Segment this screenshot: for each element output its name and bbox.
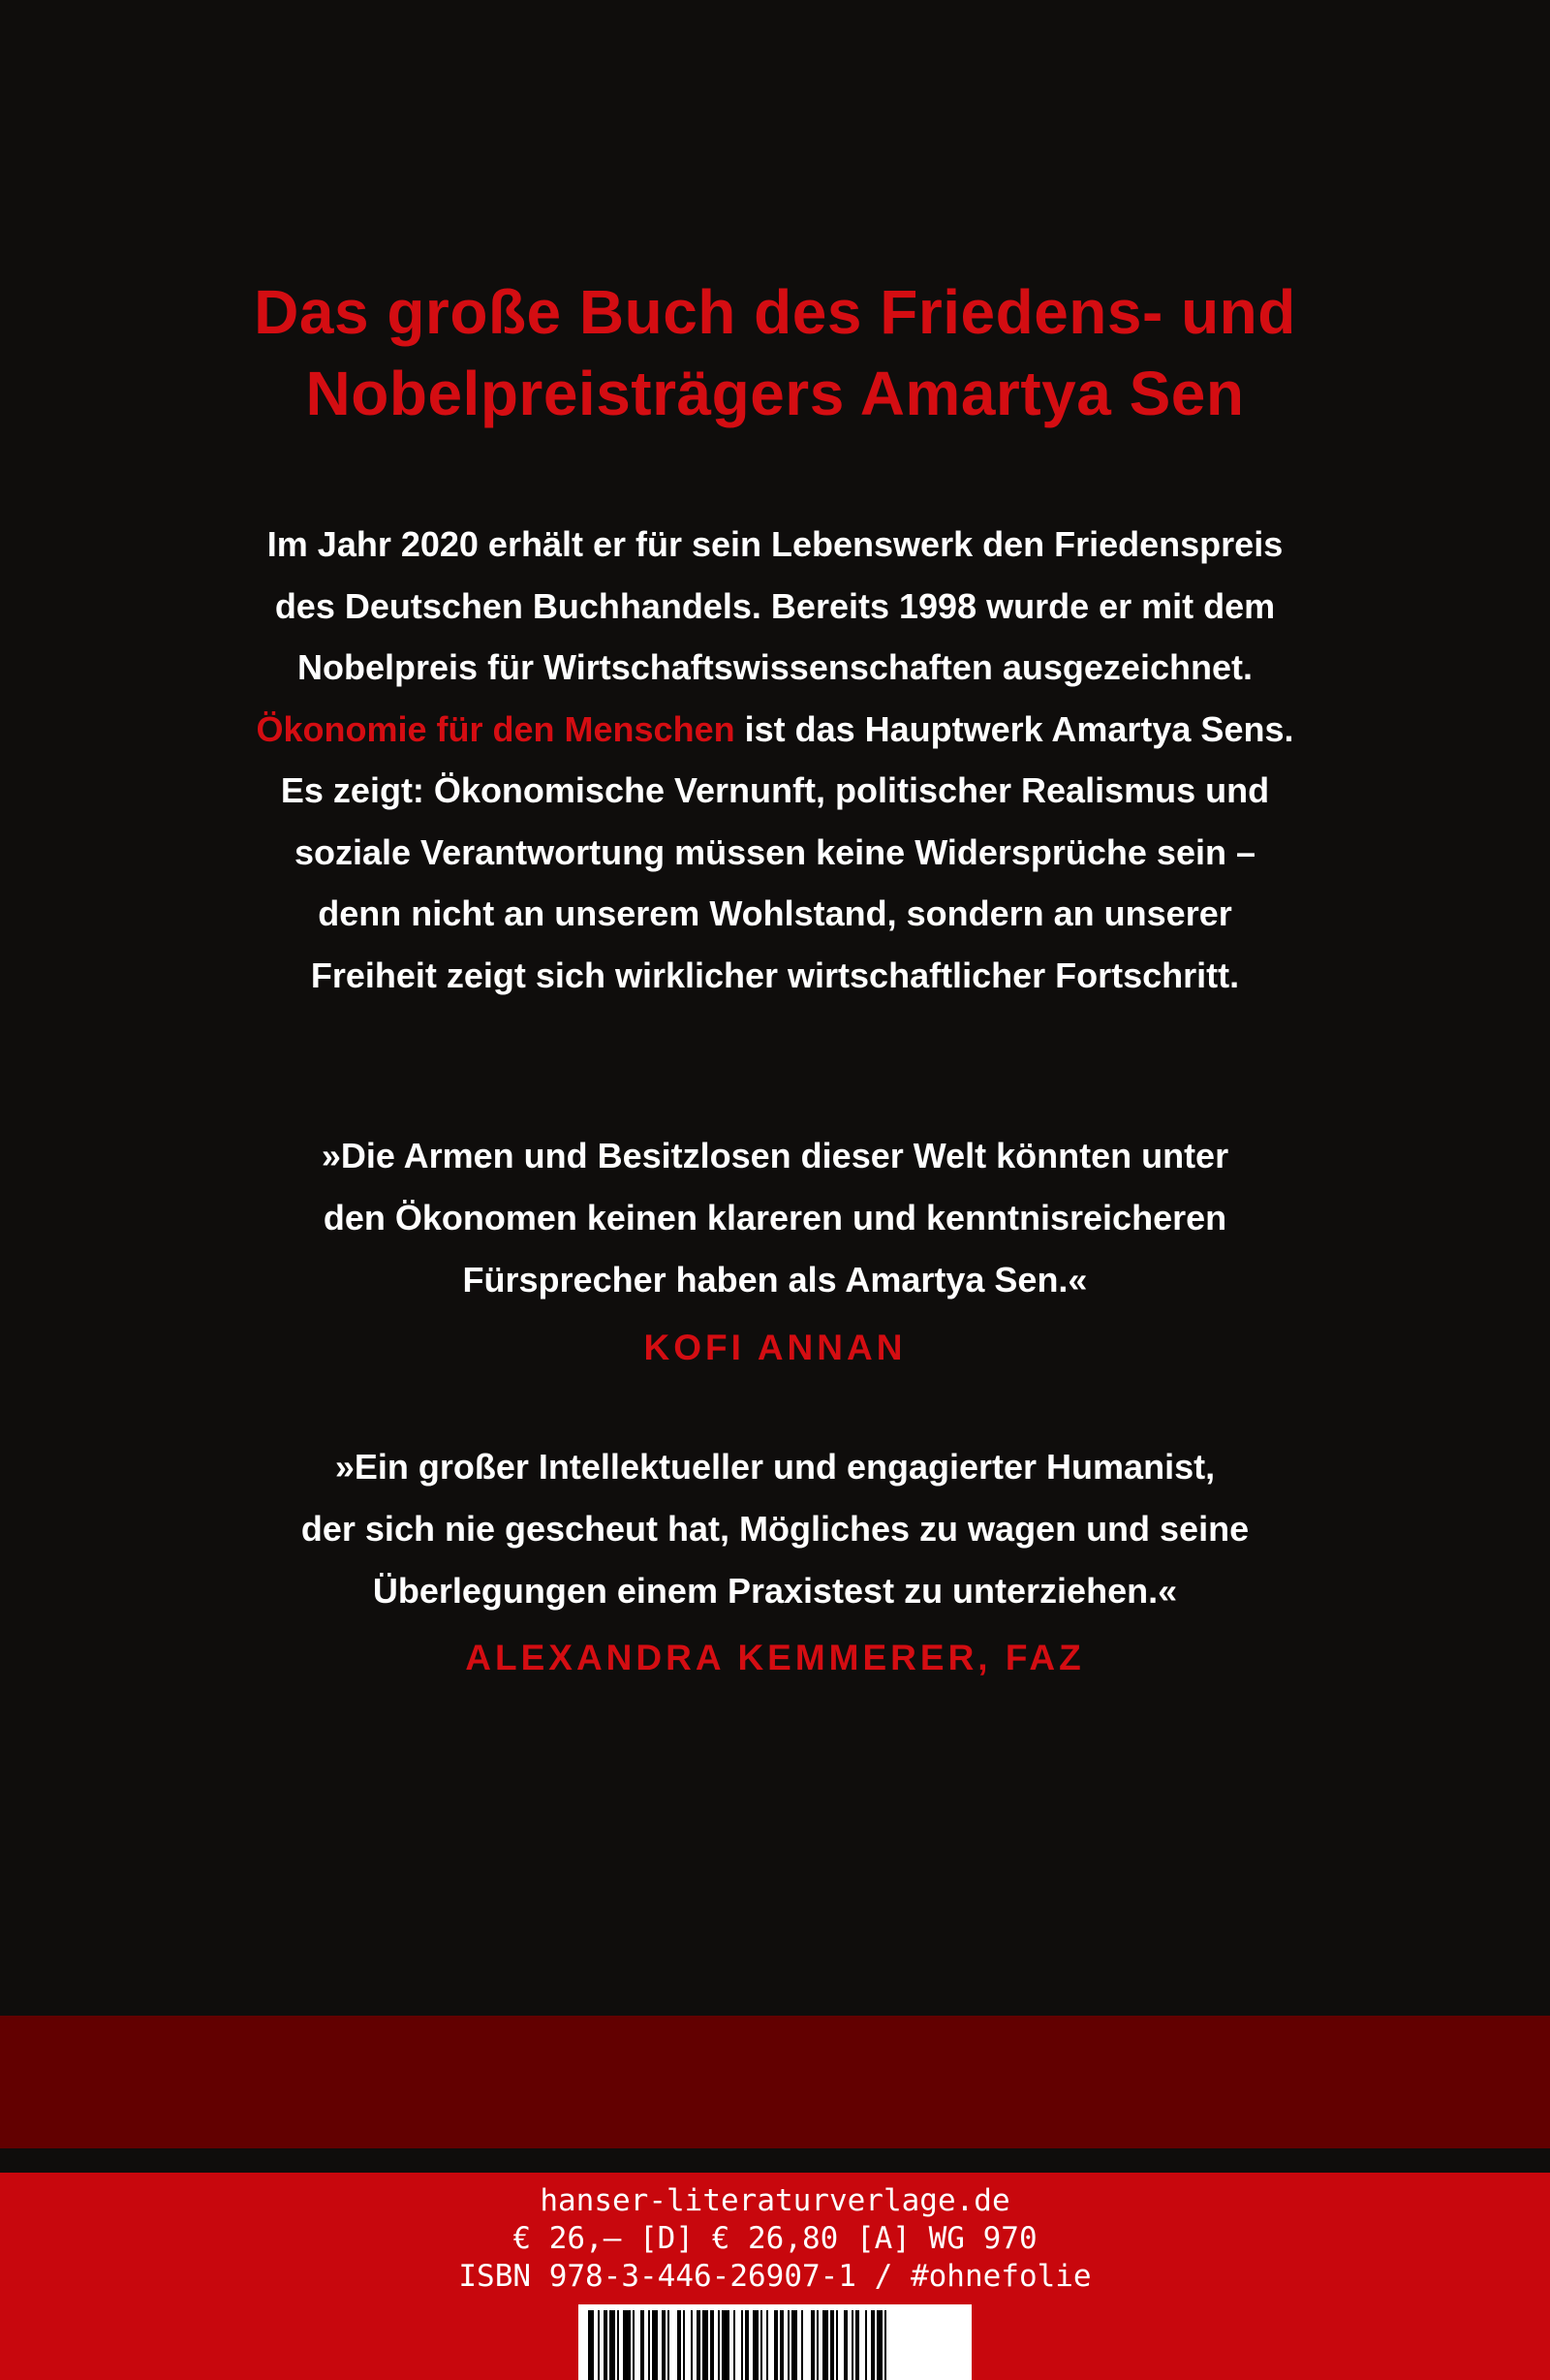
blurb-line: soziale Verantwortung müssen keine Widersprüche sein – xyxy=(294,831,1256,872)
barcode-bar xyxy=(609,2310,615,2380)
barcode-bar xyxy=(702,2310,708,2380)
blurb-paragraph xyxy=(0,514,1550,1006)
quote-annan xyxy=(0,1125,1550,1311)
barcode-bar xyxy=(691,2310,693,2380)
barcode-bar xyxy=(836,2310,838,2380)
barcode-bar xyxy=(871,2310,875,2380)
barcode-bar xyxy=(865,2310,867,2380)
blurb-line: Im Jahr 2020 erhält er für sein Lebenswerk den Friedenspreis xyxy=(266,524,1284,564)
headline xyxy=(0,271,1550,434)
book-title-highlight: Ökonomie für den Menschen xyxy=(256,708,735,749)
quote-line: Überlegungen einem Praxistest zu unterziehen.« xyxy=(372,1571,1178,1611)
price-info: € 26,– [D] € 26,80 [A] WG 970 xyxy=(512,2221,1038,2256)
barcode-bar xyxy=(722,2310,729,2380)
barcode-bar xyxy=(652,2310,658,2380)
barcode-bar xyxy=(760,2310,762,2380)
quote-author: KOFI ANNAN xyxy=(643,1328,907,1367)
barcode-bar xyxy=(855,2310,859,2380)
barcode-bar xyxy=(662,2310,666,2380)
barcode-bar xyxy=(791,2310,797,2380)
blurb-line: Es zeigt: Ökonomische Vernunft, politischer Realismus und xyxy=(280,770,1270,810)
quote-line: »Die Armen und Besitzlosen dieser Welt könnten unter xyxy=(321,1136,1229,1175)
barcode-bar xyxy=(830,2310,834,2380)
barcode-bar xyxy=(710,2310,714,2380)
blurb-line-rest: ist das Hauptwerk Amartya Sens. xyxy=(734,708,1294,749)
quote-line: den Ökonomen keinen klareren und kenntnisreicheren xyxy=(323,1198,1227,1237)
barcode-bar xyxy=(623,2310,631,2380)
barcode-bar xyxy=(822,2310,828,2380)
barcode-bar xyxy=(617,2310,619,2380)
blurb-line: denn nicht an unserem Wohlstand, sondern an unserer xyxy=(318,893,1232,933)
barcode-bar xyxy=(788,2310,790,2380)
quote-author: ALEXANDRA KEMMERER, FAZ xyxy=(465,1638,1085,1677)
barcode-bar xyxy=(718,2310,720,2380)
barcode-icon xyxy=(578,2304,972,2380)
barcode-bar xyxy=(877,2310,883,2380)
barcode-bar xyxy=(844,2310,848,2380)
barcode-bar xyxy=(766,2310,768,2380)
publisher-website: hanser-literaturverlage.de xyxy=(540,2183,1010,2218)
quote-line: der sich nie gescheut hat, Mögliches zu wagen und seine xyxy=(300,1509,1250,1549)
barcode-bar xyxy=(852,2310,853,2380)
barcode-bar xyxy=(667,2310,669,2380)
barcode-bar xyxy=(745,2310,749,2380)
barcode-bar xyxy=(697,2310,700,2380)
isbn-info: ISBN 978-3-446-26907-1 / #ohnefolie xyxy=(458,2259,1092,2294)
band-divider xyxy=(0,2148,1550,2173)
barcode-bar xyxy=(811,2310,815,2380)
dark-red-band xyxy=(0,2016,1550,2148)
barcode-bar xyxy=(733,2310,735,2380)
barcode-bar xyxy=(801,2310,803,2380)
barcode-bar xyxy=(604,2310,607,2380)
quote-kemmerer xyxy=(0,1436,1550,1622)
blurb-line: des Deutschen Buchhandels. Bereits 1998 wurde er mit dem xyxy=(274,585,1276,626)
barcode-bar xyxy=(741,2310,743,2380)
barcode-bar xyxy=(753,2310,759,2380)
headline-line-1: Das große Buch des Friedens- und xyxy=(254,277,1296,347)
blurb-line xyxy=(0,699,1550,761)
barcode-bar xyxy=(780,2310,784,2380)
barcode-bar xyxy=(588,2310,594,2380)
barcode-bar xyxy=(677,2310,681,2380)
imprint xyxy=(0,2182,1550,2296)
headline-line-2: Nobelpreisträgers Amartya Sen xyxy=(305,359,1245,428)
barcode-bar xyxy=(817,2310,819,2380)
barcode-bar xyxy=(774,2310,778,2380)
barcode-bar xyxy=(598,2310,600,2380)
barcode-bar xyxy=(884,2310,886,2380)
barcode-bar xyxy=(633,2310,635,2380)
barcode-bar xyxy=(683,2310,685,2380)
blurb-line: Freiheit zeigt sich wirklicher wirtschaftlicher Fortschritt. xyxy=(310,955,1240,995)
barcode xyxy=(578,2304,972,2380)
quote-line: Fürsprecher haben als Amartya Sen.« xyxy=(462,1260,1088,1300)
barcode-bar xyxy=(648,2310,650,2380)
barcode-bar xyxy=(640,2310,644,2380)
blurb-line: Nobelpreis für Wirtschaftswissenschaften ausgezeichnet. xyxy=(297,647,1253,687)
quote-line: »Ein großer Intellektueller und engagierter Humanist, xyxy=(334,1447,1216,1487)
